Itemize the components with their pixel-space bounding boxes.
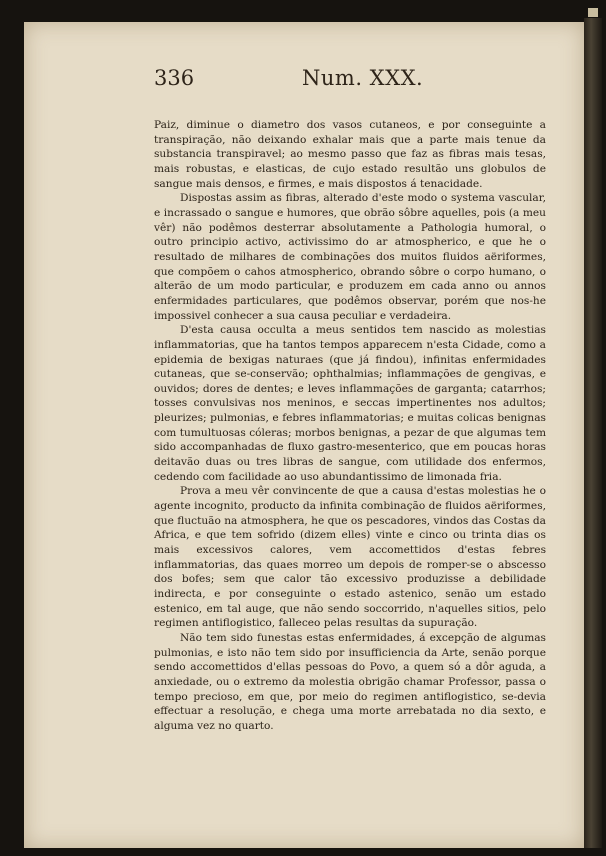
corner-marker bbox=[588, 8, 598, 17]
paragraph: Paiz, diminue o diametro dos vasos cutaneos, e por conseguinte a transpiração, não deixando exhalar mais que a parte mais tenue da substancia transpiravel; ao mesmo passo que faz as fibras mais tesas, mais robustas, e elasticas, de cujo estado resultão uns globulos de sangue mais densos, e firmes, e mais dispostos á tenacidade. bbox=[154, 119, 546, 190]
paragraph: Não tem sido funestas estas enfermidades, á excepção de algumas pulmonias, e isto não tem sido por insufficiencia da Arte, senão porque sendo accomettidos d'ellas pessoas do Povo, a quem só a dôr aguda, a anxiedade, ou o extremo da molestia obrigão chamar Professor, passa o tempo precioso, em que, por meio do regimen antiflogistico, se-devia effectuar a resolução, e chega uma morte arrebatada no dia sexto, e alguma vez no quarto. bbox=[154, 631, 546, 732]
running-title: Num. XXX. bbox=[302, 66, 424, 90]
body-text bbox=[154, 118, 546, 734]
page-number: 336 bbox=[154, 66, 195, 90]
paragraph: Dispostas assim as fibras, alterado d'este modo o systema vascular, e incrassado o sangue e humores, que obrão sôbre aquelles, pois (a meu vêr) não podêmos desterrar absolutamente a Pathologia humoral, o outro principio activo, activissimo do ar atmospherico, e que he o resultado de milhares de combinações dos muitos fluidos aëriformes, que compõem o cahos atmospherico, obrando sôbre o corpo humano, o alterão de um modo particular, e produzem em cada anno ou annos enfermidades particulares, que podêmos observar, porém que nos-he impossivel conhecer a sua causa peculiar e verdadeira. bbox=[154, 192, 546, 322]
page-header bbox=[154, 66, 544, 96]
paragraph: Prova a meu vêr convincente de que a causa d'estas molestias he o agente incognito, producto da infinita combinação de fluidos aëriformes, que fluctuão na atmosphera, he que os pescadores, vindos das Costas da Africa, e que tem sofrido (dizem elles) vinte e cinco ou trinta dias os mais excessivos calores, vem accomettidos d'estas febres inflammatorias, das quaes morreo um depois de romper-se o abscesso dos bofes; sem que calor tão excessivo produzisse a debilidade indirecta, e por conseguinte o estado astenico, senão um estado estenico, em tal auge, que não sendo soccorrido, n'aquelles sitios, pelo regimen antiflogistico, falleceo pelas resultas da supuração. bbox=[154, 485, 546, 630]
page-edge bbox=[584, 18, 602, 848]
paragraph: D'esta causa occulta a meus sentidos tem nascido as molestias inflammatorias, que ha tantos tempos apparecem n'esta Cidade, como a epidemia de bexigas naturaes (que já findou), infinitas enfermidades cutaneas, que se-conservão; ophthalmias; inflammações de gengivas, e ouvidos; dores de dentes; e leves inflammações de garganta; catarrhos; tosses convulsivas nos meninos, e seccas impertinentes nos adultos; pleurizes; pulmonias, e febres inflammatorias; e muitas colicas benignas com tumultuosas cóleras; morbos benignas, a pezar de que algumas tem sido accompanhadas de fluxo gastro-mesenterico, que em poucas horas deitavão duas ou tres libras de sangue, com utilidade dos enfermos, cedendo com facilidade ao uso abundantissimo de limonada fria. bbox=[154, 324, 546, 483]
